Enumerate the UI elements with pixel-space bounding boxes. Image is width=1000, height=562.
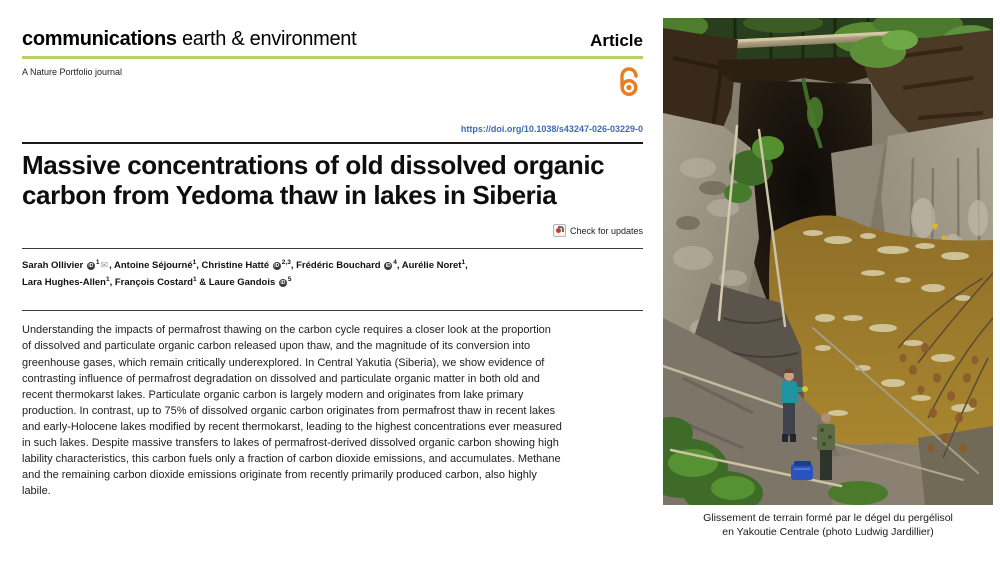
author-name: , Antoine Séjourné	[109, 260, 193, 272]
author-name: , Aurélie Noret	[396, 260, 462, 272]
author-name: , François Costard	[109, 277, 193, 289]
open-access-icon	[617, 65, 641, 97]
author-affiliation-superscript: 5	[287, 276, 292, 284]
author-affiliation-superscript: 2,3	[281, 259, 291, 266]
author-list	[22, 256, 643, 290]
mail-icon[interactable]: ✉	[100, 260, 109, 271]
journal-name-rest: earth & environment	[176, 28, 357, 50]
abstract: Understanding the impacts of permafrost thawing on the carbon cycle requires a closer look at the proportion of dissolved and particulate organic carbon released upon thaw, and the magnitude of its conversion into greenhouse gases, which remain critically underexplored. In Central Yakutia (Siberia), we show evidence of contrasting influence of permafrost degradation on dissolved and particulate organic matter in both old and recent thermokarst lakes. Particulate organic carbon is largely modern and originates from lake primary production. In contrast, up to 75% of dissolved organic carbon originates from permafrost thaw in recent lakes and early-Holocene lakes modified by recent thermokarst, leading to the highest concentrations ever measured in such lakes. Despite massive transfers to lakes of permafrost-derived dissolved organic carbon showing high lability characteristics, this carbon fuels only a fraction of carbon dioxide emissions, and accumulates. Methane and the remaining carbon dioxide emissions originate from recently primarily produced carbon, also highly labile.	[22, 324, 562, 498]
author-affiliation-superscript: 1	[105, 276, 110, 284]
author-name: Lara Hughes-Allen	[22, 277, 106, 289]
authors-top-rule	[22, 248, 643, 249]
author-affiliation-superscript: 1	[461, 259, 466, 266]
photo-caption	[663, 511, 993, 539]
author-name: , Christine Hatté	[196, 260, 272, 272]
author-name: & Laure Gandois	[196, 277, 278, 289]
author-name: , Frédéric Bouchard	[290, 260, 384, 272]
abstract-top-rule	[22, 310, 643, 311]
landslide-photo	[663, 18, 993, 505]
photo-figure	[663, 18, 993, 539]
orcid-icon[interactable]: iD	[280, 280, 286, 287]
journal-name-bold: communications	[22, 28, 177, 50]
title-top-rule	[22, 142, 643, 144]
orcid-icon[interactable]: iD	[88, 263, 94, 270]
journal-accent-rule	[22, 56, 643, 59]
author-name: ,	[465, 260, 468, 272]
author-affiliation-superscript: 1	[192, 276, 197, 284]
photo-caption-line1: Glissement de terrain formé par le dégel du pergélisol	[703, 512, 953, 524]
doi-row	[22, 119, 643, 137]
doi-link[interactable]: https://doi.org/10.1038/s43247-026-03229-0	[460, 124, 643, 134]
journal-tagline: A Nature Portfolio journal	[22, 67, 123, 77]
orcid-icon[interactable]: iD	[385, 263, 391, 270]
author-affiliation-superscript: 4	[393, 259, 397, 266]
article-pane	[22, 0, 643, 562]
check-for-updates-badge[interactable]	[553, 224, 643, 237]
crossmark-icon	[553, 224, 566, 237]
photo-caption-line2: en Yakoutie Centrale (photo Ludwig Jardillier)	[722, 526, 934, 538]
tagline-row	[22, 65, 643, 97]
article-type-label: Article	[590, 31, 643, 50]
author-name: Sarah Ollivier	[22, 260, 86, 272]
orcid-icon[interactable]: iD	[274, 263, 280, 270]
article-title: Massive concentrations of old dissolved organic carbon from Yedoma thaw in lakes in Siberia	[22, 150, 605, 210]
blue-bag	[791, 461, 813, 480]
updates-row	[22, 224, 643, 242]
landslide-photo-illustration	[663, 18, 993, 505]
journal-name	[22, 28, 356, 51]
check-for-updates-label: Check for updates	[569, 225, 643, 236]
author-affiliation-superscript: 1	[192, 259, 197, 266]
author-affiliation-superscript: 1	[95, 259, 100, 266]
journal-masthead	[22, 0, 643, 51]
